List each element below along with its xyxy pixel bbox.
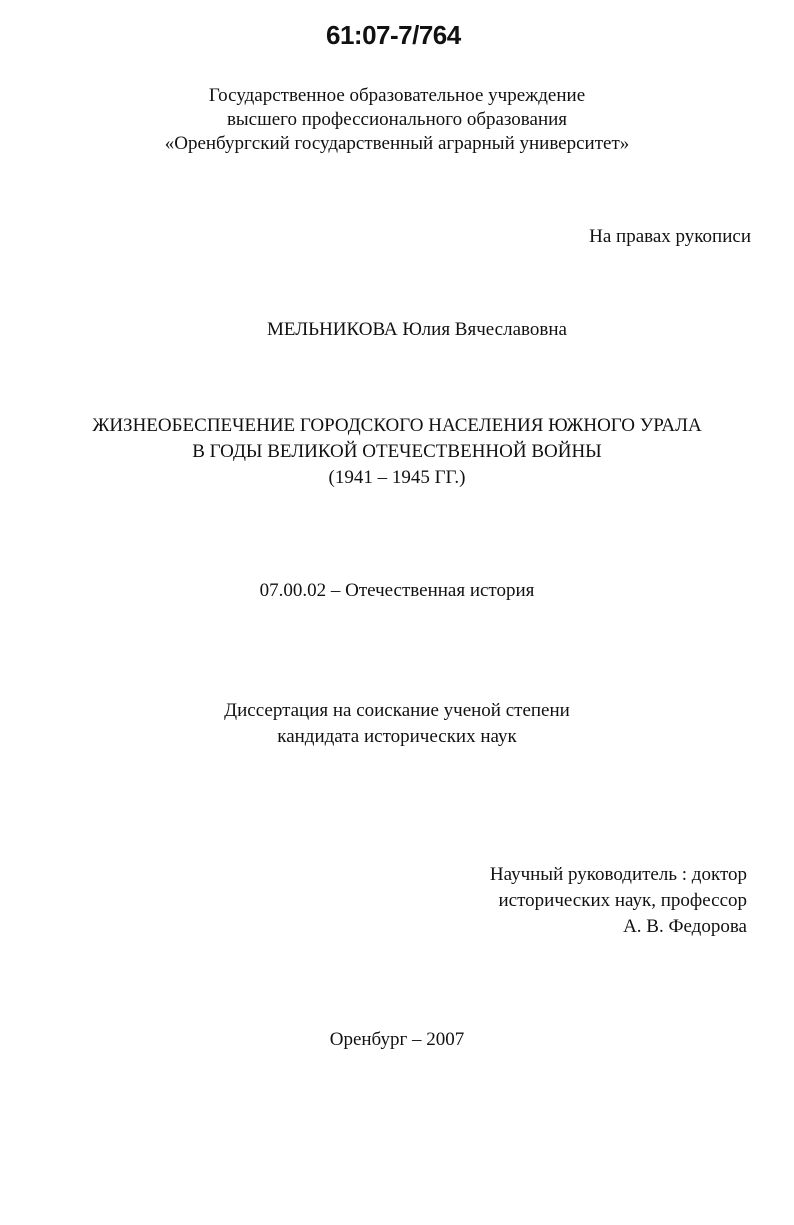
supervisor-block [490, 862, 747, 940]
supervisor-line-3: А. В. Федорова [623, 916, 747, 937]
dissertation-title [0, 413, 794, 491]
institution-block [0, 84, 794, 156]
degree-block [0, 698, 794, 750]
supervisor-line-2: исторических наук, профессор [498, 890, 747, 911]
archive-stamp: 61:07-7/764 [326, 20, 461, 50]
city-year: Оренбург – 2007 [329, 1029, 465, 1050]
author-name: МЕЛЬНИКОВА Юлия Вячеславовна [267, 319, 567, 340]
degree-line-2: кандидата исторических наук [277, 726, 517, 747]
city-year-block [0, 1027, 794, 1053]
title-line-2: В ГОДЫ ВЕЛИКОЙ ОТЕЧЕСТВЕННОЙ ВОЙНЫ [192, 441, 602, 462]
specialty-code: 07.00.02 – Отечественная история [259, 580, 535, 601]
degree-line-1: Диссертация на соискание ученой степени [224, 700, 570, 721]
institution-line-3: «Оренбургский государственный аграрный университет» [164, 133, 630, 154]
institution-line-2: высшего профессионального образования [226, 109, 568, 130]
supervisor-line-1: Научный руководитель : доктор [489, 864, 747, 885]
institution-line-1: Государственное образовательное учреждение [208, 85, 586, 106]
title-line-1: ЖИЗНЕОБЕСПЕЧЕНИЕ ГОРОДСКОГО НАСЕЛЕНИЯ ЮЖНОГО УРАЛА [92, 415, 702, 436]
title-line-3: (1941 – 1945 ГГ.) [328, 467, 466, 488]
rights-notice: На правах рукописи [589, 226, 751, 247]
specialty-block [0, 578, 794, 604]
